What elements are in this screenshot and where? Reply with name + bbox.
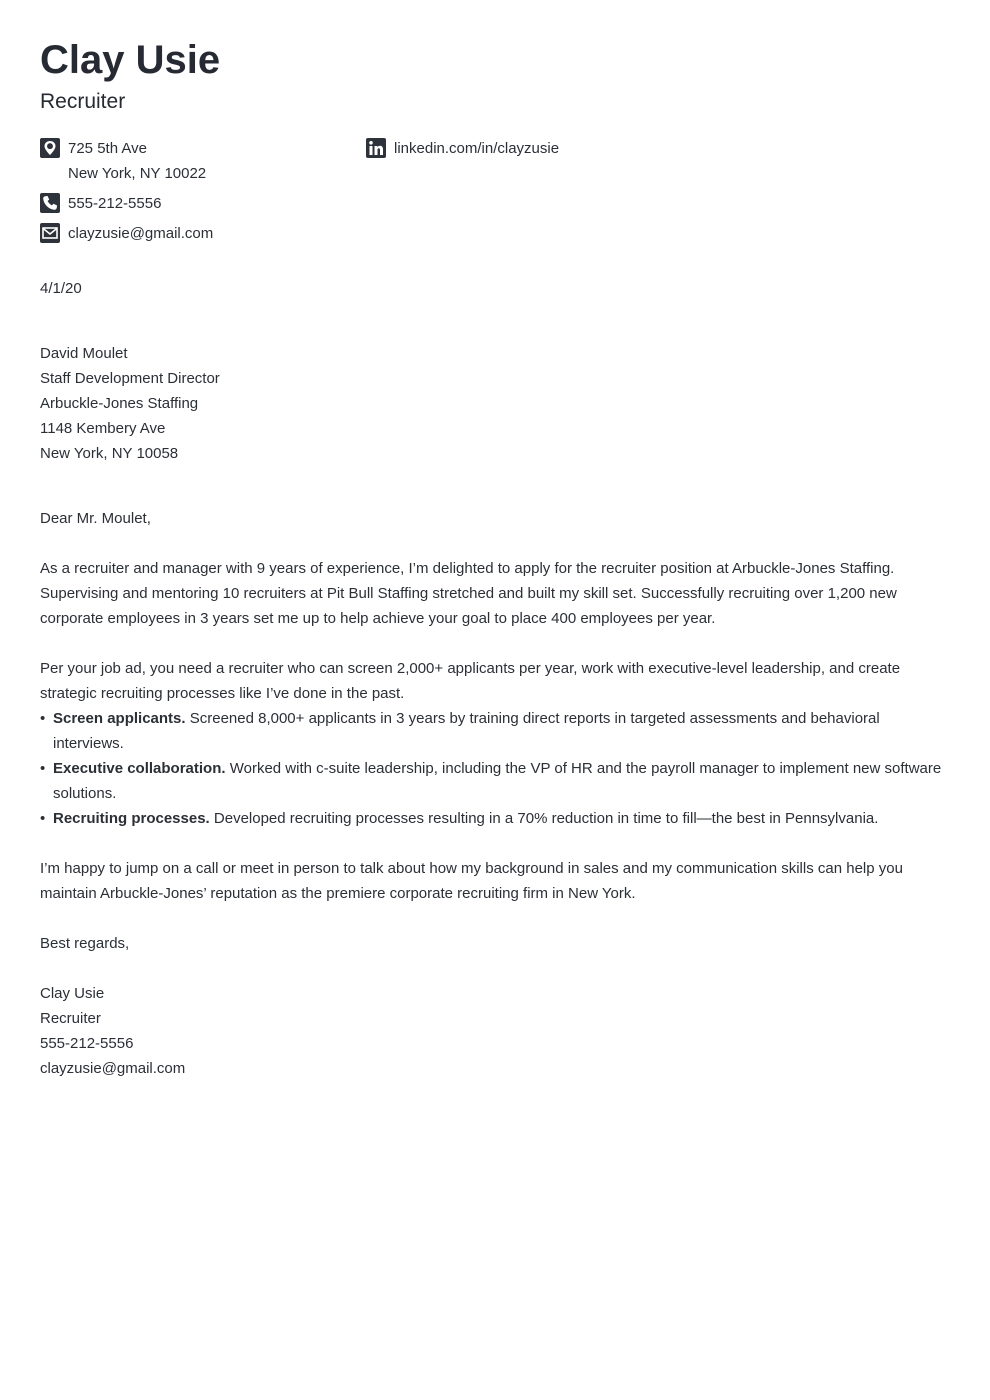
closing-line: Best regards, [40, 935, 130, 952]
recipient-city: New York, NY 10058 [40, 445, 179, 462]
contact-phone [40, 191, 161, 216]
recipient-name: David Moulet [40, 345, 128, 362]
letter-date: 4/1/20 [40, 280, 82, 297]
bullet-text: Screened 8,000+ applicants in 3 years by training direct reports in targeted assessments and behavioral interviews. [53, 710, 880, 752]
paragraph-closing: I’m happy to jump on a call or meet in person to talk about how my background in sales and my communication skills can help you maintain Arbuckle-Jones’ reputation as the premiere corporate recruiting firm in New York. [40, 860, 903, 902]
bullet-heading: Screen applicants. [53, 710, 186, 727]
bullet-marker: • [40, 710, 46, 727]
paragraph-requirements: Per your job ad, you need a recruiter who can screen 2,000+ applicants per year, work with executive-level leadership, and create strategic recruiting processes like I’ve done in the past. [40, 660, 901, 702]
address-line-2: New York, NY 10022 [68, 165, 207, 182]
bullet-heading: Recruiting processes. [53, 810, 210, 827]
location-pin-icon [40, 138, 60, 158]
linkedin-text[interactable]: linkedin.com/in/clayzusie [394, 140, 560, 157]
recipient-company: Arbuckle-Jones Staffing [40, 395, 199, 412]
signature-name: Clay Usie [40, 985, 105, 1002]
signature-email[interactable]: clayzusie@gmail.com [40, 1060, 186, 1077]
paragraph-intro: As a recruiter and manager with 9 years of experience, I’m delighted to apply for the recruiter position at Arbuckle-Jones Staffing. Supervising and mentoring 10 recruiters at Pit Bull Staffing stretched and built my skill set. Successfully recruiting over 1,200 new corporate employees in 3 years set me up to help achieve your goal to place 400 employees per year. [40, 560, 897, 627]
contact-address [40, 136, 206, 186]
recipient-position: Staff Development Director [40, 370, 220, 387]
salutation: Dear Mr. Moulet, [40, 510, 151, 527]
signature-phone[interactable]: 555-212-5556 [40, 1035, 134, 1052]
bullet-marker: • [40, 810, 46, 827]
contact-section [40, 136, 950, 266]
signature-title: Recruiter [40, 1010, 101, 1027]
recipient-block [40, 341, 220, 466]
list-item [40, 806, 945, 831]
recipient-street: 1148 Kembery Ave [40, 420, 166, 437]
applicant-name: Clay Usie [40, 38, 221, 82]
linkedin-icon [366, 138, 386, 158]
phone-text[interactable]: 555-212-5556 [68, 195, 162, 212]
signature-block [40, 981, 185, 1081]
address-line-1: 725 5th Ave [68, 140, 147, 157]
list-item [40, 706, 945, 756]
envelope-icon [40, 223, 60, 243]
address-text [68, 136, 206, 186]
phone-icon [40, 193, 60, 213]
bullet-text: Worked with c-suite leadership, including the VP of HR and the payroll manager to implement new software solutions. [53, 760, 942, 802]
bullet-text: Developed recruiting processes resulting in a 70% reduction in time to fill—the best in Pennsylvania. [209, 810, 879, 827]
bullet-marker: • [40, 760, 46, 777]
contact-linkedin [366, 136, 559, 161]
email-text[interactable]: clayzusie@gmail.com [68, 225, 214, 242]
bullet-heading: Executive collaboration. [53, 760, 226, 777]
applicant-title: Recruiter [40, 90, 126, 113]
list-item [40, 756, 945, 806]
achievement-list [40, 706, 945, 831]
contact-email [40, 221, 213, 246]
